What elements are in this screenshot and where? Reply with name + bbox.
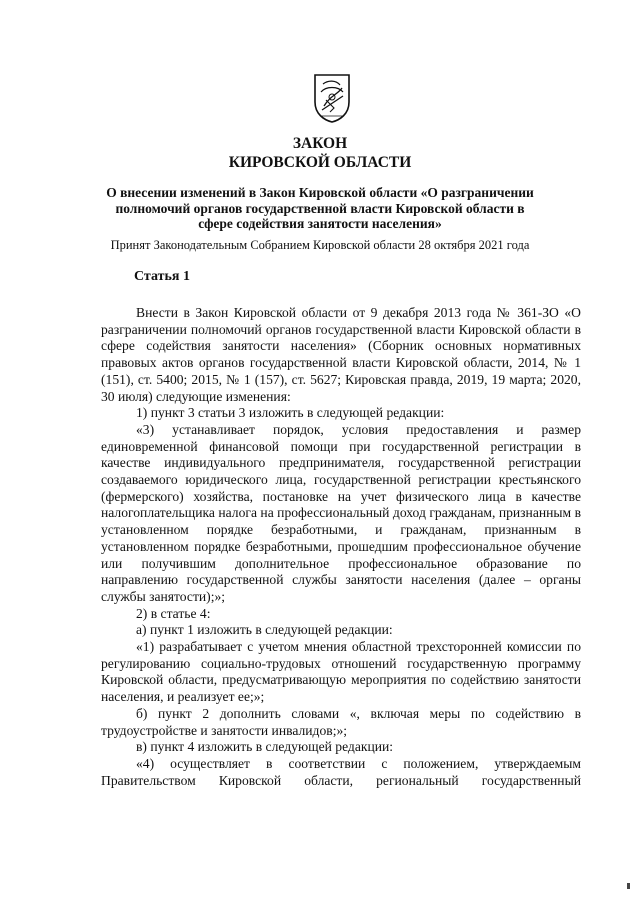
adoption-note: Принят Законодательным Собранием Кировской области 28 октября 2021 года [110,238,530,252]
paragraph: а) пункт 1 изложить в следующей редакции: [136,622,393,638]
paragraph: «3) устанавливает порядок, условия предоставления и размер единовременной финансовой помощи при государственной регистрации в качестве индивидуального предпринимателя, государственной регистрации создаваемого юридического лица, государственной регистрации крестьянского (фермерского) хозяйства, постановке на учет физического лица в качестве налогоплательщика налога на профессиональный доход гражданам, признанным в установленном порядке безработными, и гражданам, признанным в установленном порядке безработными, прошедшим профессиональное обучение или получившим дополнительное профессиональное образование по направлению государственной службы занятости населения (далее – органы службы занятости);»; [101,421,581,604]
law-title-line2: КИРОВСКОЙ ОБЛАСТИ [228,154,412,171]
coat-of-arms-icon [312,72,352,124]
paragraph: 2) в статье 4: [136,605,211,621]
scan-edge-mark [627,883,630,889]
paragraph: «1) разрабатывает с учетом мнения областной трехсторонней комиссии по регулированию социально-трудовых отношений государственную программу Кировской области, предусматривающую мероприятия по содействию занятости населения, и реализует ее;»; [101,639,581,705]
paragraph: в) пункт 4 изложить в следующей редакции: [136,739,394,755]
paragraph: Внести в Закон Кировской области от 9 декабря 2013 года № 361-ЗО «О разграничении полномочий органов государственной власти Кировской области в сфере содействия занятости населения» (Сборник основных нормативных правовых актов органов государственной власти Кировской области, 2014, № 1 (151), ст. 5400; 2015, № 1 (157), ст. 5627; Кировская правда, 2019, 19 марта; 2020, 30 июля) следующие изменения: [101,305,581,404]
paragraph: 1) пункт 3 статьи 3 изложить в следующей редакции: [136,405,445,421]
article-body [101,305,581,789]
law-title-line1: ЗАКОН [292,135,348,152]
paragraph: б) пункт 2 дополнить словами «, включая меры по содействию в трудоустройстве и занятости инвалидов;»; [101,705,581,738]
paragraph: «4) осуществляет в соответствии с положением, утверждаемым Правительством Кировской области, региональный государственный [101,755,581,788]
law-subtitle: О внесении изменений в Закон Кировской области «О разграничении полномочий органов государственной власти Кировской области в сфере содействия занятости населения» [106,185,534,231]
article-heading: Статья 1 [134,269,190,284]
